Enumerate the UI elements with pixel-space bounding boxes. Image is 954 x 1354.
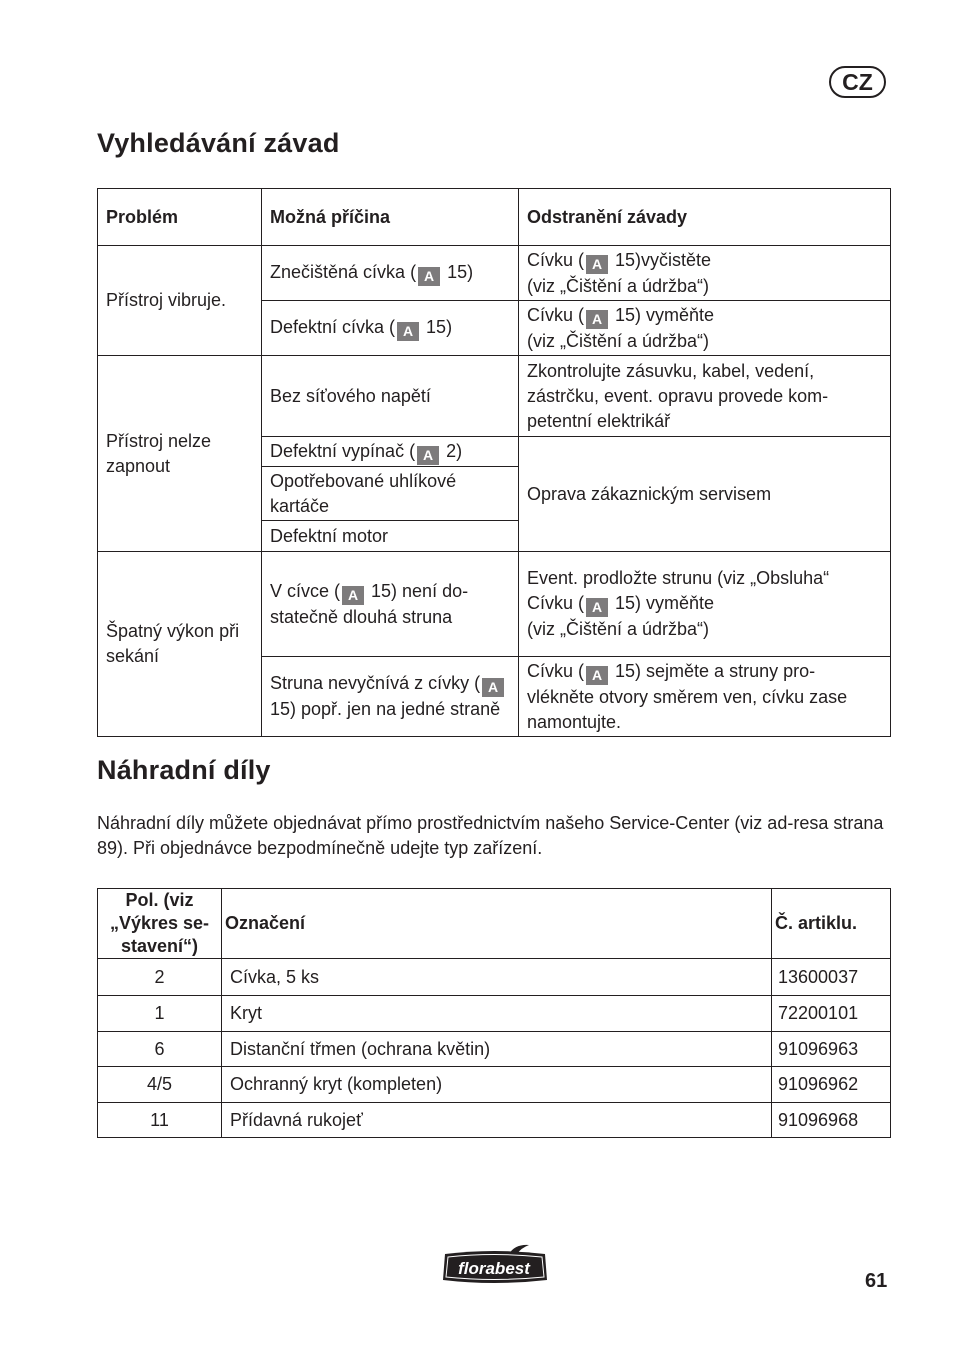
cause-cell: Bez síťového napětí xyxy=(262,356,519,437)
cause-cell: Struna nevyčnívá z cívky ( A 15) popř. jen na jedné straně xyxy=(262,657,519,737)
header-article-number: Č. artiklu. xyxy=(772,889,891,959)
cause-cell: Defektní cívka ( A 15) xyxy=(262,301,519,356)
cause-cell: Defektní motor xyxy=(262,521,519,552)
header-cause: Možná příčina xyxy=(262,189,519,246)
designation-cell: Přídavná rukojeť xyxy=(222,1103,772,1138)
spare-parts-intro: Náhradní díly můžete objednávat přímo prostřednictvím našeho Service-Center (viz ad-resa strana 89). Při objednávce bezpodmínečně udejte typ zařízení. xyxy=(97,813,884,858)
cause-cell: Znečištěná cívka ( A 15) xyxy=(262,246,519,301)
position-cell: 2 xyxy=(98,959,222,996)
page-number: 61 xyxy=(865,1270,888,1292)
article-cell: 91096962 xyxy=(772,1067,891,1103)
cause-cell: Defektní vypínač ( A 2) xyxy=(262,437,519,467)
ref-a-icon: A xyxy=(482,678,504,697)
problem-cell: Přístroj nelze zapnout xyxy=(98,356,262,552)
troubleshooting-title: Vyhledávání závad xyxy=(97,128,340,158)
designation-cell: Distanční třmen (ochrana květin) xyxy=(222,1032,772,1067)
logo-text: florabest xyxy=(458,1259,530,1278)
header-remedy: Odstranění závady xyxy=(519,189,891,246)
troubleshooting-table xyxy=(97,188,891,737)
table-row xyxy=(98,1103,891,1138)
problem-cell: Přístroj vibruje. xyxy=(98,246,262,356)
article-cell: 91096963 xyxy=(772,1032,891,1067)
florabest-logo xyxy=(437,1244,551,1290)
article-cell: 13600037 xyxy=(772,959,891,996)
problem-cell: Špatný výkon při sekání xyxy=(98,552,262,737)
ref-a-icon: A xyxy=(397,322,419,341)
cause-cell: Opotřebované uhlíkové kartáče xyxy=(262,467,519,521)
table-header-row xyxy=(98,189,891,246)
ref-a-icon: A xyxy=(586,666,608,685)
remedy-cell: Cívku ( A 15) sejměte a struny pro-vlékněte otvory směrem ven, cívku zase namontujte. xyxy=(519,657,891,737)
table-row xyxy=(98,246,891,301)
header-designation: Označení xyxy=(222,889,772,959)
table-row xyxy=(98,356,891,437)
position-cell: 11 xyxy=(98,1103,222,1138)
remedy-cell: Oprava zákaznickým servisem xyxy=(519,437,891,552)
designation-cell: Ochranný kryt (kompleten) xyxy=(222,1067,772,1103)
cause-cell: V cívce ( A 15) není do-statečně dlouhá struna xyxy=(262,552,519,657)
remedy-cell: Zkontrolujte zásuvku, kabel, vedení, zástrčku, event. opravu provede kom-petentní elektrikář xyxy=(519,356,891,437)
ref-a-icon: A xyxy=(417,446,439,465)
table-header-row xyxy=(98,889,891,959)
header-position: Pol. (viz „Výkres se-stavení“) xyxy=(98,889,222,959)
ref-a-icon: A xyxy=(418,267,440,286)
spare-parts-table xyxy=(97,888,891,1138)
remedy-cell: Cívku ( A 15)vyčistěte (viz „Čištění a údržba“) xyxy=(519,246,891,301)
designation-cell: Kryt xyxy=(222,996,772,1032)
position-cell: 6 xyxy=(98,1032,222,1067)
article-cell: 72200101 xyxy=(772,996,891,1032)
ref-a-icon: A xyxy=(586,310,608,329)
header-problem: Problém xyxy=(98,189,262,246)
table-row xyxy=(98,996,891,1032)
ref-a-icon: A xyxy=(342,586,364,605)
table-row xyxy=(98,1067,891,1103)
position-cell: 4/5 xyxy=(98,1067,222,1103)
designation-cell: Cívka, 5 ks xyxy=(222,959,772,996)
remedy-cell: Event. prodložte strunu (viz „Obsluha“ Cívku ( A 15) vyměňte (viz „Čištění a údržba“) xyxy=(519,552,891,657)
table-row xyxy=(98,959,891,996)
ref-a-icon: A xyxy=(586,598,608,617)
table-row xyxy=(98,1032,891,1067)
position-cell: 1 xyxy=(98,996,222,1032)
language-badge: CZ xyxy=(829,66,886,98)
ref-a-icon: A xyxy=(586,255,608,274)
remedy-cell: Cívku ( A 15) vyměňte (viz „Čištění a údržba“) xyxy=(519,301,891,356)
article-cell: 91096968 xyxy=(772,1103,891,1138)
spare-parts-title: Náhradní díly xyxy=(97,755,271,785)
table-row xyxy=(98,552,891,657)
